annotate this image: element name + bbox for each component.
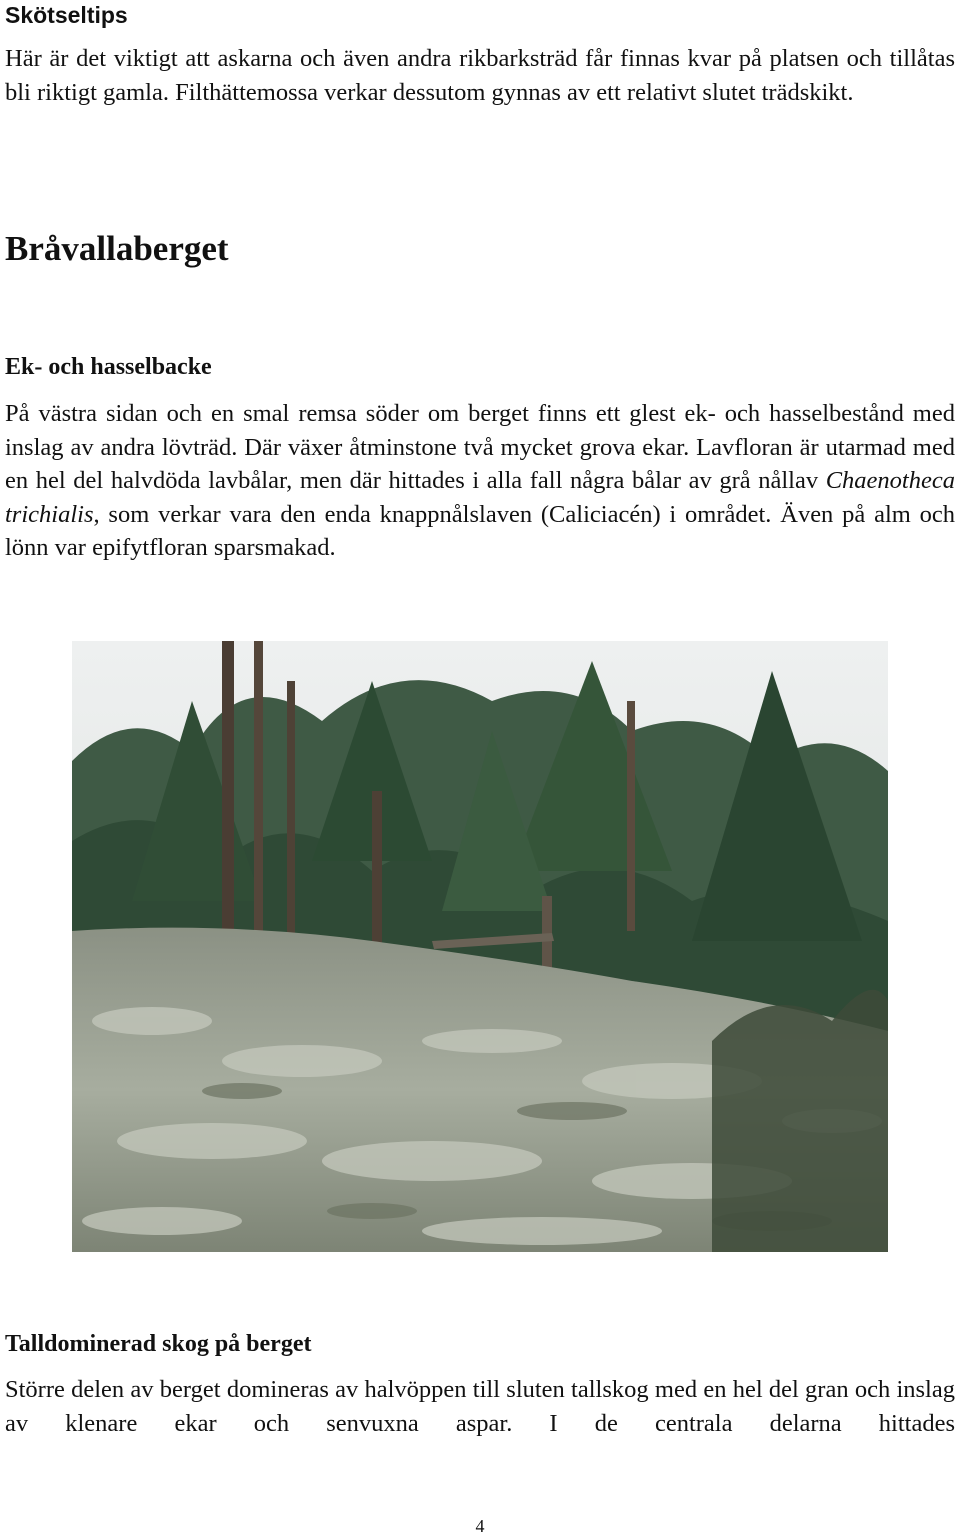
subheading-ek-och-hasselbacke: Ek- och hasselbacke [5, 354, 212, 380]
section-heading-talldominerad-skog: Talldominerad skog på berget [5, 1331, 312, 1357]
ek-hassel-paragraph [5, 397, 955, 565]
section-heading-skotseltips: Skötseltips [5, 2, 128, 28]
forest-photo [72, 641, 888, 1252]
ek-hassel-text-a: På västra sidan och en smal remsa söder om berget finns ett glest ek- och hasselbestånd med inslag av andra lövträd. Där växer åtminstone två mycket grova ekar. Lavfloran är utarmad med en hel del halvdöda lavbålar, men där hittades i alla fall några bålar av grå nållav [5, 400, 955, 494]
talldominerad-paragraph: Större delen av berget domineras av halvöppen till sluten tallskog med en hel del gran och inslag av klenare ekar och senvuxna aspar. I de centrala delarna hittades [5, 1376, 955, 1437]
skotseltips-paragraph: Här är det viktigt att askarna och även andra rikbarksträd får finnas kvar på platsen och tillåtas bli riktigt gamla. Filthättemossa verkar dessutom gynnas av ett relativt slutet trädskikt. [5, 45, 955, 106]
species-name: Chaenotheca trichialis [5, 467, 955, 528]
page-number: 4 [475, 1516, 485, 1536]
section-heading-bravallaberget: Bråvallaberget [5, 229, 229, 268]
ek-hassel-text-b: , som verkar vara den enda knappnålslaven (Caliciacén) i området. Även på alm och lönn var epifytfloran sparsmakad. [5, 500, 955, 561]
